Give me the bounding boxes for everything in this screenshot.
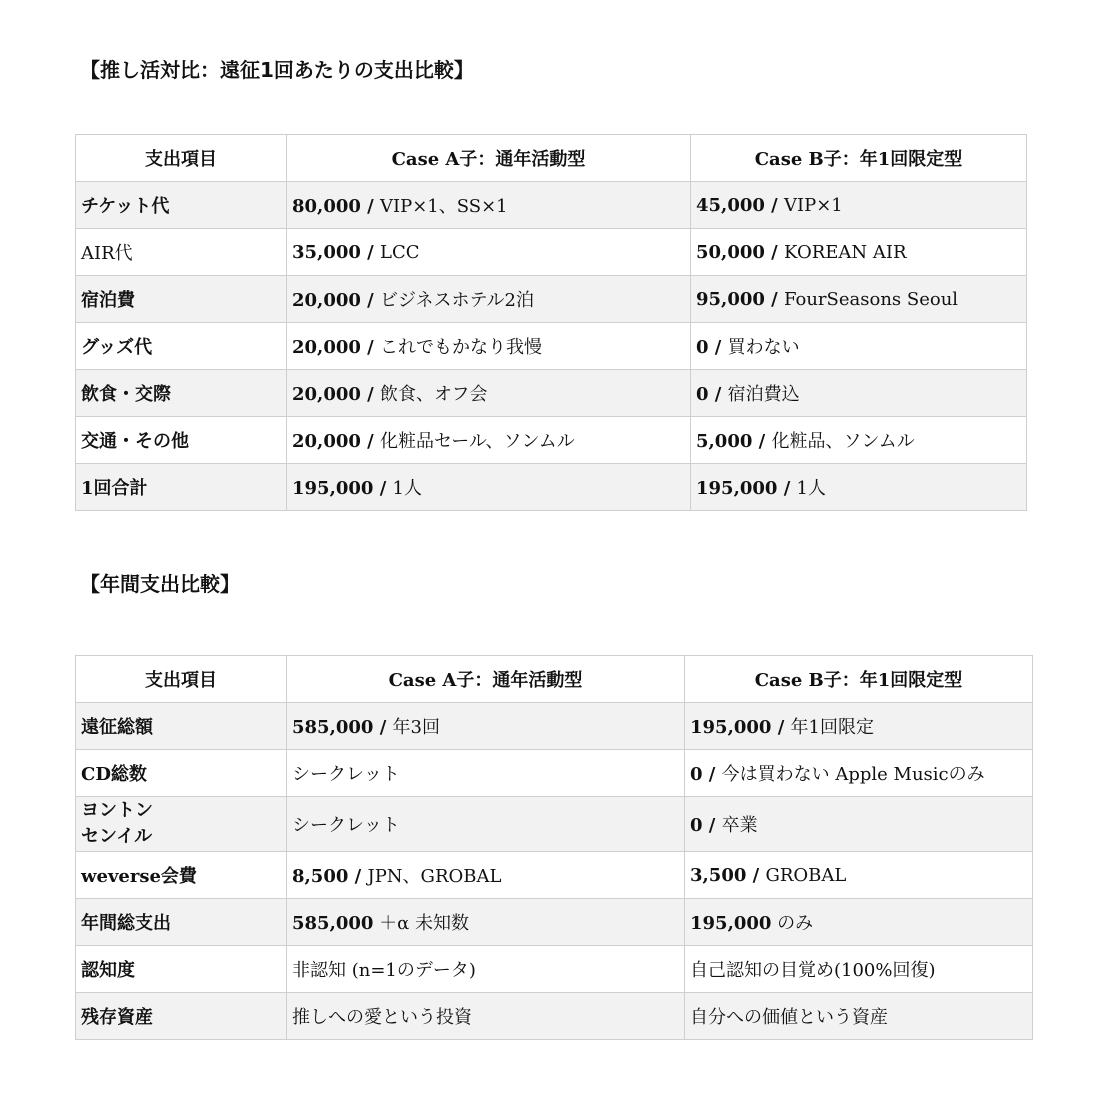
case-b-amount: 45,000	[696, 194, 765, 216]
row-label: AIR代	[81, 243, 133, 264]
case-a-cell	[287, 852, 685, 899]
case-b-cell	[691, 276, 1027, 323]
case-a-note: 非認知 (n=1のデータ)	[292, 960, 476, 981]
row-label-cell	[76, 750, 287, 797]
table-row	[76, 703, 1033, 750]
row-label-cell	[76, 993, 287, 1040]
case-a-amount: 20,000	[292, 384, 361, 405]
case-b-amount: 50,000	[696, 241, 765, 263]
row-label-cell	[76, 276, 287, 323]
case-b-note: 宿泊費込	[727, 384, 800, 405]
case-a-separator: /	[373, 717, 393, 738]
case-a-separator: /	[360, 196, 380, 217]
case-b-cell	[685, 750, 1033, 797]
case-b-note: 年1回限定	[790, 717, 874, 738]
case-b-note: KOREAN AIR	[784, 241, 907, 263]
case-a-note: LCC	[380, 241, 420, 263]
case-a-note: 推しへの愛という投資	[292, 1007, 472, 1028]
table-row	[76, 276, 1027, 323]
case-a-amount: 80,000	[292, 196, 361, 217]
case-b-cell	[691, 323, 1027, 370]
case-b-note: 自分への価値という資産	[690, 1007, 888, 1028]
row-label-cell	[76, 703, 287, 750]
case-a-separator: /	[360, 241, 380, 263]
case-a-note: ＋α 未知数	[373, 913, 470, 934]
case-b-cell	[691, 464, 1027, 511]
row-label-cell	[76, 229, 287, 276]
case-a-cell	[287, 323, 691, 370]
header-item: 支出項目	[76, 656, 287, 703]
table-row	[76, 370, 1027, 417]
case-a-amount: 35,000	[292, 241, 361, 263]
case-b-separator: /	[771, 717, 791, 738]
case-a-cell	[287, 703, 685, 750]
row-label: 残存資産	[81, 1007, 153, 1028]
case-b-amount: 95,000	[696, 288, 765, 310]
annual-table	[75, 655, 1033, 1040]
case-b-cell	[685, 946, 1033, 993]
table-row	[76, 417, 1027, 464]
case-a-cell	[287, 750, 685, 797]
case-a-note: シークレット	[292, 764, 400, 785]
case-b-cell	[691, 417, 1027, 464]
case-a-amount: 20,000	[292, 337, 361, 358]
row-label-cell	[76, 417, 287, 464]
case-b-cell	[685, 703, 1033, 750]
case-a-cell	[287, 899, 685, 946]
case-a-cell	[287, 946, 685, 993]
header-case-b: Case B子：年1回限定型	[685, 656, 1033, 703]
case-a-note: JPN、GROBAL	[367, 866, 502, 887]
case-b-cell	[691, 370, 1027, 417]
case-a-cell	[287, 417, 691, 464]
table-row	[76, 852, 1033, 899]
per-trip-table	[75, 134, 1027, 511]
case-b-note: のみ	[771, 913, 814, 934]
case-b-amount: 195,000	[690, 717, 772, 738]
case-b-separator: /	[708, 337, 728, 358]
case-b-amount: 0	[690, 815, 703, 836]
case-b-amount: 0	[690, 764, 703, 785]
case-b-separator: /	[777, 478, 797, 499]
case-b-note: 自己認知の目覚め(100%回復)	[690, 960, 936, 981]
annual-heading: 【年間支出比較】	[80, 572, 240, 596]
case-a-cell	[287, 370, 691, 417]
row-label: チケット代	[81, 196, 170, 217]
row-label-line2: センイル	[81, 826, 153, 847]
row-label-cell	[76, 852, 287, 899]
case-b-note: 化粧品、ソンムル	[771, 431, 915, 452]
table-row	[76, 797, 1033, 852]
table-row	[76, 229, 1027, 276]
table-row	[76, 323, 1027, 370]
table-row	[76, 946, 1033, 993]
case-a-separator: /	[348, 866, 368, 887]
case-b-separator: /	[702, 764, 722, 785]
case-b-amount: 195,000	[690, 913, 772, 934]
case-a-separator: /	[360, 384, 380, 405]
case-b-amount: 0	[696, 337, 709, 358]
case-b-separator: /	[764, 241, 784, 263]
per-trip-heading: 【推し活対比：遠征1回あたりの支出比較】	[80, 58, 474, 82]
row-label: 1回合計	[81, 478, 148, 499]
header-item: 支出項目	[76, 135, 287, 182]
case-a-cell	[287, 464, 691, 511]
case-b-amount: 195,000	[696, 478, 778, 499]
case-a-note: シークレット	[292, 815, 400, 836]
case-b-cell	[685, 899, 1033, 946]
case-a-note: 年3回	[392, 717, 440, 738]
row-label-line1: ヨントン	[81, 800, 153, 821]
case-a-amount: 20,000	[292, 431, 361, 452]
table-header-row	[76, 656, 1033, 703]
table-row	[76, 993, 1033, 1040]
case-a-note: VIP×1、SS×1	[380, 196, 508, 217]
case-b-amount: 5,000	[696, 431, 753, 452]
case-a-cell	[287, 797, 685, 852]
row-label: グッズ代	[81, 337, 153, 358]
case-a-cell	[287, 993, 685, 1040]
row-label: 宿泊費	[81, 290, 135, 311]
case-a-separator: /	[360, 431, 380, 452]
case-b-separator: /	[764, 288, 784, 310]
header-case-a: Case A子：通年活動型	[287, 135, 691, 182]
row-label: 認知度	[81, 960, 135, 981]
header-case-b: Case B子：年1回限定型	[691, 135, 1027, 182]
row-label: 遠征総額	[81, 717, 153, 738]
case-b-note: 1人	[796, 478, 826, 499]
table-row	[76, 750, 1033, 797]
case-b-cell	[691, 182, 1027, 229]
row-label: 交通・その他	[81, 431, 189, 452]
case-b-note: VIP×1	[784, 194, 843, 216]
case-a-note: これでもかなり我慢	[380, 337, 542, 358]
case-b-separator: /	[746, 864, 766, 886]
case-b-cell	[685, 797, 1033, 852]
case-b-cell	[685, 993, 1033, 1040]
case-b-amount: 0	[696, 384, 709, 405]
case-a-note: ビジネスホテル2泊	[380, 290, 535, 311]
row-label-cell	[76, 182, 287, 229]
case-a-separator: /	[360, 337, 380, 358]
case-b-amount: 3,500	[690, 864, 747, 886]
case-a-amount: 20,000	[292, 290, 361, 311]
case-a-note: 1人	[392, 478, 422, 499]
case-b-note: GROBAL	[765, 864, 847, 886]
row-label: 年間総支出	[81, 913, 171, 934]
case-b-cell	[691, 229, 1027, 276]
case-b-note: 卒業	[721, 815, 758, 836]
case-a-note: 化粧品セール、ソンムル	[380, 431, 575, 452]
case-b-separator: /	[708, 384, 728, 405]
case-b-note: 今は買わない Apple Musicのみ	[721, 764, 985, 785]
table-row	[76, 182, 1027, 229]
row-label: weverse会費	[81, 866, 197, 887]
header-case-a: Case A子：通年活動型	[287, 656, 685, 703]
row-label-cell	[76, 797, 287, 852]
case-a-cell	[287, 229, 691, 276]
row-label-cell	[76, 323, 287, 370]
case-a-amount: 195,000	[292, 478, 374, 499]
row-label: 飲食・交際	[81, 384, 171, 405]
table-row	[76, 464, 1027, 511]
case-a-cell	[287, 276, 691, 323]
row-label-cell	[76, 946, 287, 993]
case-a-separator: /	[373, 478, 393, 499]
row-label-cell	[76, 899, 287, 946]
row-label: CD総数	[81, 764, 147, 785]
table-header-row	[76, 135, 1027, 182]
case-b-cell	[685, 852, 1033, 899]
case-b-note: FourSeasons Seoul	[784, 288, 959, 310]
case-b-note: 買わない	[727, 337, 800, 358]
case-a-amount: 585,000	[292, 717, 374, 738]
case-b-separator: /	[764, 194, 784, 216]
case-b-separator: /	[702, 815, 722, 836]
row-label-cell	[76, 370, 287, 417]
case-a-cell	[287, 182, 691, 229]
row-label-cell	[76, 464, 287, 511]
case-a-note: 飲食、オフ会	[380, 384, 488, 405]
case-a-amount: 8,500	[292, 866, 349, 887]
case-a-amount: 585,000	[292, 913, 374, 934]
table-row	[76, 899, 1033, 946]
case-a-separator: /	[360, 290, 380, 311]
case-b-separator: /	[752, 431, 772, 452]
